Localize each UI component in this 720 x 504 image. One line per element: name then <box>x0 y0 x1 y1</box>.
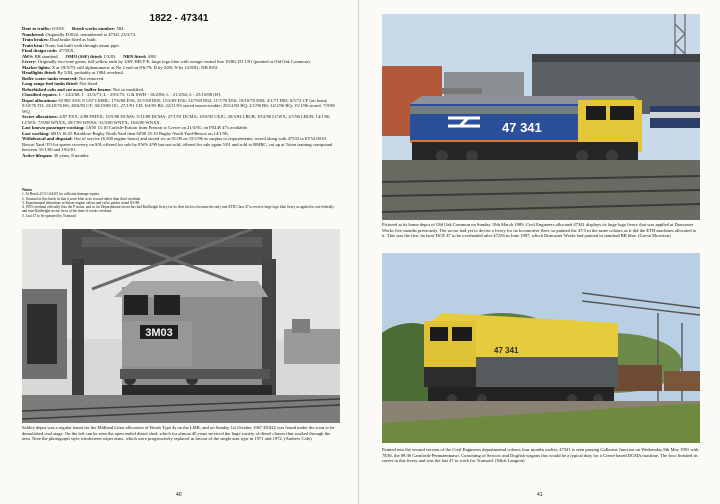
data-row-label: OMO (SSF) fitted: <box>65 53 103 59</box>
old-oak-photo <box>382 14 700 220</box>
data-row-label: Numbered: <box>22 31 45 37</box>
loco-data-block <box>22 26 340 158</box>
data-row-value: 47/3XX. <box>58 48 75 53</box>
data-row-value: 4/88. <box>147 53 157 59</box>
data-row-label: Brush works number: <box>72 26 116 31</box>
data-row-value: L - 24/2/68; I - 21/3/71; L - 29/3/75; G & SWH - 16/2/80; L - 21/2/84; L - 25/10/88 (IF). <box>58 92 222 97</box>
golborne-credit: (Mick Langton) <box>495 458 525 464</box>
data-row-label: Train brakes: <box>22 37 49 42</box>
data-row <box>22 153 340 159</box>
old-oak-caption-text: Pictured at its home depot of Old Oak Common on Sunday 19th March 1989, Civil Engineers allocated 47341 displays its large logo livery that was applied at Doncaster Works five months previously. The sector had yet to devise a livery for its locomotive fleet, so painted the 47/3 in the same colours as it did the ETH machines allocated to it. This was the first 'no heat' DCE 47 to be overhauled after 47256 in June 1987, which Doncaster Works had painted in standard BR blue. <box>382 222 697 239</box>
data-row-value: 1A50 13:10 Carlisle-Euston from Preston to Crewe on 21/3/91, on PXLB 47's available. <box>85 125 249 130</box>
data-row-label: Train heat: <box>22 42 44 48</box>
data-row-label: Livery: <box>22 59 37 64</box>
data-row-label: Final design code: <box>22 48 58 53</box>
data-row-label: Classified repairs: <box>22 92 58 97</box>
data-row-value: Not so modified. <box>112 86 144 92</box>
saltley-caption <box>22 425 340 442</box>
golborne-caption-text: Painted into the second version of the Civil Engineers departmental colours four months earlier, 47341 is seen passing Golborne Junction on Wednesday 8th May 1991 with 7E36, the 09:36 Carnforth-Penmaenmawr. Consisting of Seacow and Dogfish wagons this would be a typical duty for a Crewe based DCMA machine. The loco finished its career in this livery and was the last 47 to work for Transrail. <box>382 447 699 464</box>
golborne-photo <box>382 253 700 443</box>
saltley-credit: (Andrew Cole) <box>284 436 312 442</box>
data-row-label: Marker lights: <box>22 64 51 70</box>
data-row-value: 30 years, 8 months. <box>53 152 90 158</box>
data-row-label: Depot allocations: <box>22 97 58 103</box>
data-row-value: BR standard. <box>34 53 59 59</box>
data-row <box>22 98 340 115</box>
data-row-label: Withdrawal and disposal: <box>22 136 73 141</box>
data-row-label: Refurbished cabs and cut away buffer beams: <box>22 86 112 92</box>
page-number-left: 40 <box>176 492 182 498</box>
data-row-label: Last known passenger working: <box>22 125 85 130</box>
note-item: 2. Unusual in this batch in that it wore blue at its second rather than third overhaul. <box>22 196 142 201</box>
data-row-label: Date to traffic: <box>22 26 52 31</box>
old-oak-caption <box>382 222 700 239</box>
golborne-photo-graphic <box>382 253 700 443</box>
data-row-label: NRN fitted: <box>123 53 147 59</box>
data-row-value: 584. <box>116 26 125 31</box>
saltley-photo <box>22 229 340 423</box>
notes-heading: Notes <box>22 187 33 192</box>
data-row <box>22 136 340 153</box>
data-row-value: None, but built with through steam pipe. <box>45 42 120 48</box>
note-item: 1. At Brush 21/3-14/4/65 for collision damage repairs. <box>22 192 100 197</box>
data-row-label: Active lifespan: <box>22 152 53 158</box>
data-row <box>22 114 340 125</box>
data-row-label: Last working: <box>22 130 50 136</box>
data-row-value: X at 19/5/79, still alphanumeric at No 2 end on 8/6/79; D by 2/80; N by 12/8/81; NH 8/83. <box>51 64 219 70</box>
page-title: 1822 - 47341 <box>149 13 209 24</box>
left-page <box>0 0 359 504</box>
data-row-value: Not fitted. <box>79 81 99 86</box>
data-row-value: 1/3/83. <box>103 53 117 59</box>
old-oak-photo-graphic <box>382 14 700 220</box>
page-number-right: 41 <box>537 492 543 498</box>
data-row-label: AWS: <box>22 53 34 59</box>
note-item: 3. Experimental alterations to Sulzer engine valves and valve guides noted 8/1/80. <box>22 200 141 205</box>
note-item: 5. Last 47 to be operated by Transrail. <box>22 213 77 218</box>
data-row-label: Sector allocations: <box>22 114 59 119</box>
data-row-value: Not removed. <box>78 75 105 81</box>
notes-block <box>22 188 340 218</box>
data-row-value: 4/87 FXX; 2/88 FMXX; 15/5/88 DCMA; 5/11/88 DCMA; 27/1/91 DCMA; 10/5/92 CEJC; 20/3/94 LBCB; 10/2/96 LCWX; 2/1/96 LBCB; 14/1/96 LCWX; 7/9/98 WNXX; 30/7/99 WNXS; 31/3/00 WNYX; 16/6/00 WNXX. <box>22 114 330 125</box>
data-row-value: Originally two-tone green, full yellow ends by 2/69; BR/Y-E; large logo blue with orange central line 10/86; DJ 1/91 (painted at Old Oak Common). <box>37 59 311 64</box>
data-row-value: 6B15 16:25 Brinklow-Rugby North Yard then 6Z98 25:10 Rugby North Yard-Bescot on 14/1/96. <box>50 130 229 136</box>
headcode-panel: 3M03 <box>145 327 173 339</box>
data-row-value: Out of service (6.500 engine hours) and stored u/s at 01:00 on 15/1/96 as surplus to requirements; towed along with 47533 to 6Y54 00:01 Bescot Yard-TO for spares recovery on 9/8; offered for sale by EWS 4/99 but not sold, offered for sale again 5/01 and sold to RMRC, cut up at Toton training compound between 31/1/00 and 19/2/01. <box>22 136 333 152</box>
golborne-caption <box>382 447 700 464</box>
data-row-label: Long range fuel tanks fitted: <box>22 81 79 86</box>
data-row-value: Dual brake fitted as built. <box>50 37 97 42</box>
data-row-label: Headlights fitted: <box>22 70 57 75</box>
data-row-value: By 5/84, probably at 1984 overhaul. <box>57 70 124 75</box>
notes-list <box>22 192 340 218</box>
data-row-value: 63 BD 3/65; 8 1/67 LMML; 17/6/68 D16; 25/1/68 D05; 15/2/69 D16; 12/7/69 D02; 11/7/70 D16; 18/10/70 D03; 4/1/71 D05; 6/5/72 CF (on loan); 9/10/76 TO; 23/10/76 BS; 28/6/83 CF; 30/10/88 OC; 27/1/91 CD; 6/4/93 BS; 22/11/93 stored unserviceable; 29/12/93 BQ; 2/1/96 BS; 14/1/96 BQ; 15/1/96 stored; 7/9/98 WQ. <box>22 97 335 114</box>
bottom-loco-number: 47 341 <box>494 346 519 355</box>
saltley-caption-text: Saltley depot was a regular haunt for the Midland Lines allocation of Brush Type 4s on the LMR, and on Sunday 1st October 1967 D1822 was found under the soon to be demolished coal stage. On the left can be seen the open ended diesel shed, which for almost 40 years serviced the huge variety of diesel classes that worked through the area. Note the photograph style windscreen wiper arms, which were progressively replaced in favour of the single arm type in 1971 and 1972. <box>22 425 335 442</box>
right-page <box>359 0 720 504</box>
saltley-photo-graphic <box>22 229 340 423</box>
data-row-value: 6/3/65. <box>52 26 66 31</box>
note-item: 4. 1993 overhaul officially lists the P status, and so far Departmental sector has had Railfreight livery for its fleet the loco became the only non-ETH Class 47 to receive large logo blue livery as applied to one federally and non-Railfreight sector locos at the time of works overhaul. <box>22 205 335 214</box>
top-loco-number: 47 341 <box>502 120 542 135</box>
data-row-value: Originally D1822; renumbered to 47341 23/3/74. <box>45 31 137 37</box>
data-row-label: Boiler water tanks removed: <box>22 75 78 81</box>
old-oak-credit: (Gavin Morrison) <box>638 233 671 239</box>
